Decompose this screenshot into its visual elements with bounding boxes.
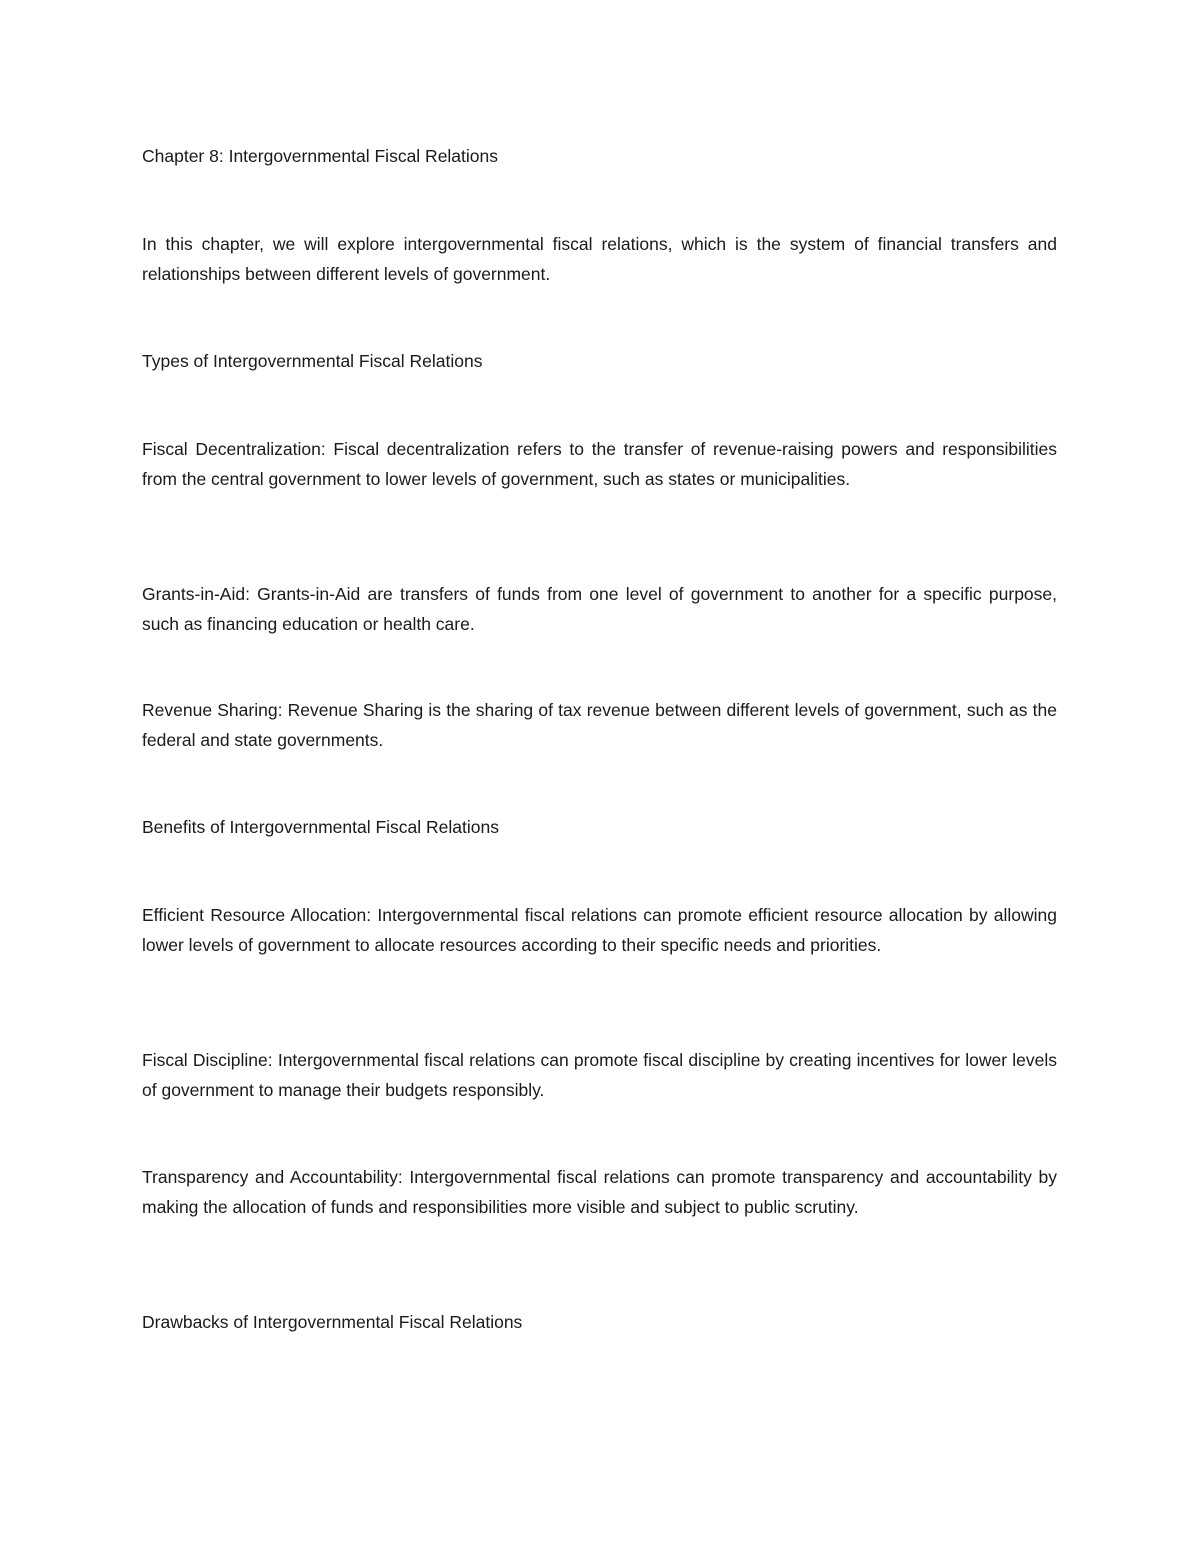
efficient-allocation-paragraph: Efficient Resource Allocation: Intergovernmental fiscal relations can promote efficient resource allocation by allowing lower levels of government to allocate resources according to their specific needs and priorities. <box>142 905 1057 955</box>
chapter-title: Chapter 8: Intergovernmental Fiscal Relations <box>142 146 499 166</box>
fiscal-discipline-paragraph: Fiscal Discipline: Intergovernmental fiscal relations can promote fiscal discipline by creating incentives for lower levels of government to manage their budgets responsibly. <box>142 1050 1057 1100</box>
fiscal-decentralization-paragraph: Fiscal Decentralization: Fiscal decentralization refers to the transfer of revenue-raising powers and responsibilities from the central government to lower levels of government, such as states or municipalities. <box>142 439 1057 489</box>
grants-in-aid-paragraph: Grants-in-Aid: Grants-in-Aid are transfers of funds from one level of government to another for a specific purpose, such as financing education or health care. <box>142 584 1057 634</box>
intro-paragraph: In this chapter, we will explore intergovernmental fiscal relations, which is the system of financial transfers and relationships between different levels of government. <box>142 234 1057 284</box>
types-heading: Types of Intergovernmental Fiscal Relations <box>142 351 483 371</box>
transparency-paragraph: Transparency and Accountability: Intergovernmental fiscal relations can promote transparency and accountability by making the allocation of funds and responsibilities more visible and subject to public scrutiny. <box>142 1167 1057 1217</box>
revenue-sharing-paragraph: Revenue Sharing: Revenue Sharing is the sharing of tax revenue between different levels of government, such as the federal and state governments. <box>142 700 1057 750</box>
benefits-heading: Benefits of Intergovernmental Fiscal Relations <box>142 817 499 837</box>
drawbacks-heading: Drawbacks of Intergovernmental Fiscal Relations <box>142 1312 523 1332</box>
